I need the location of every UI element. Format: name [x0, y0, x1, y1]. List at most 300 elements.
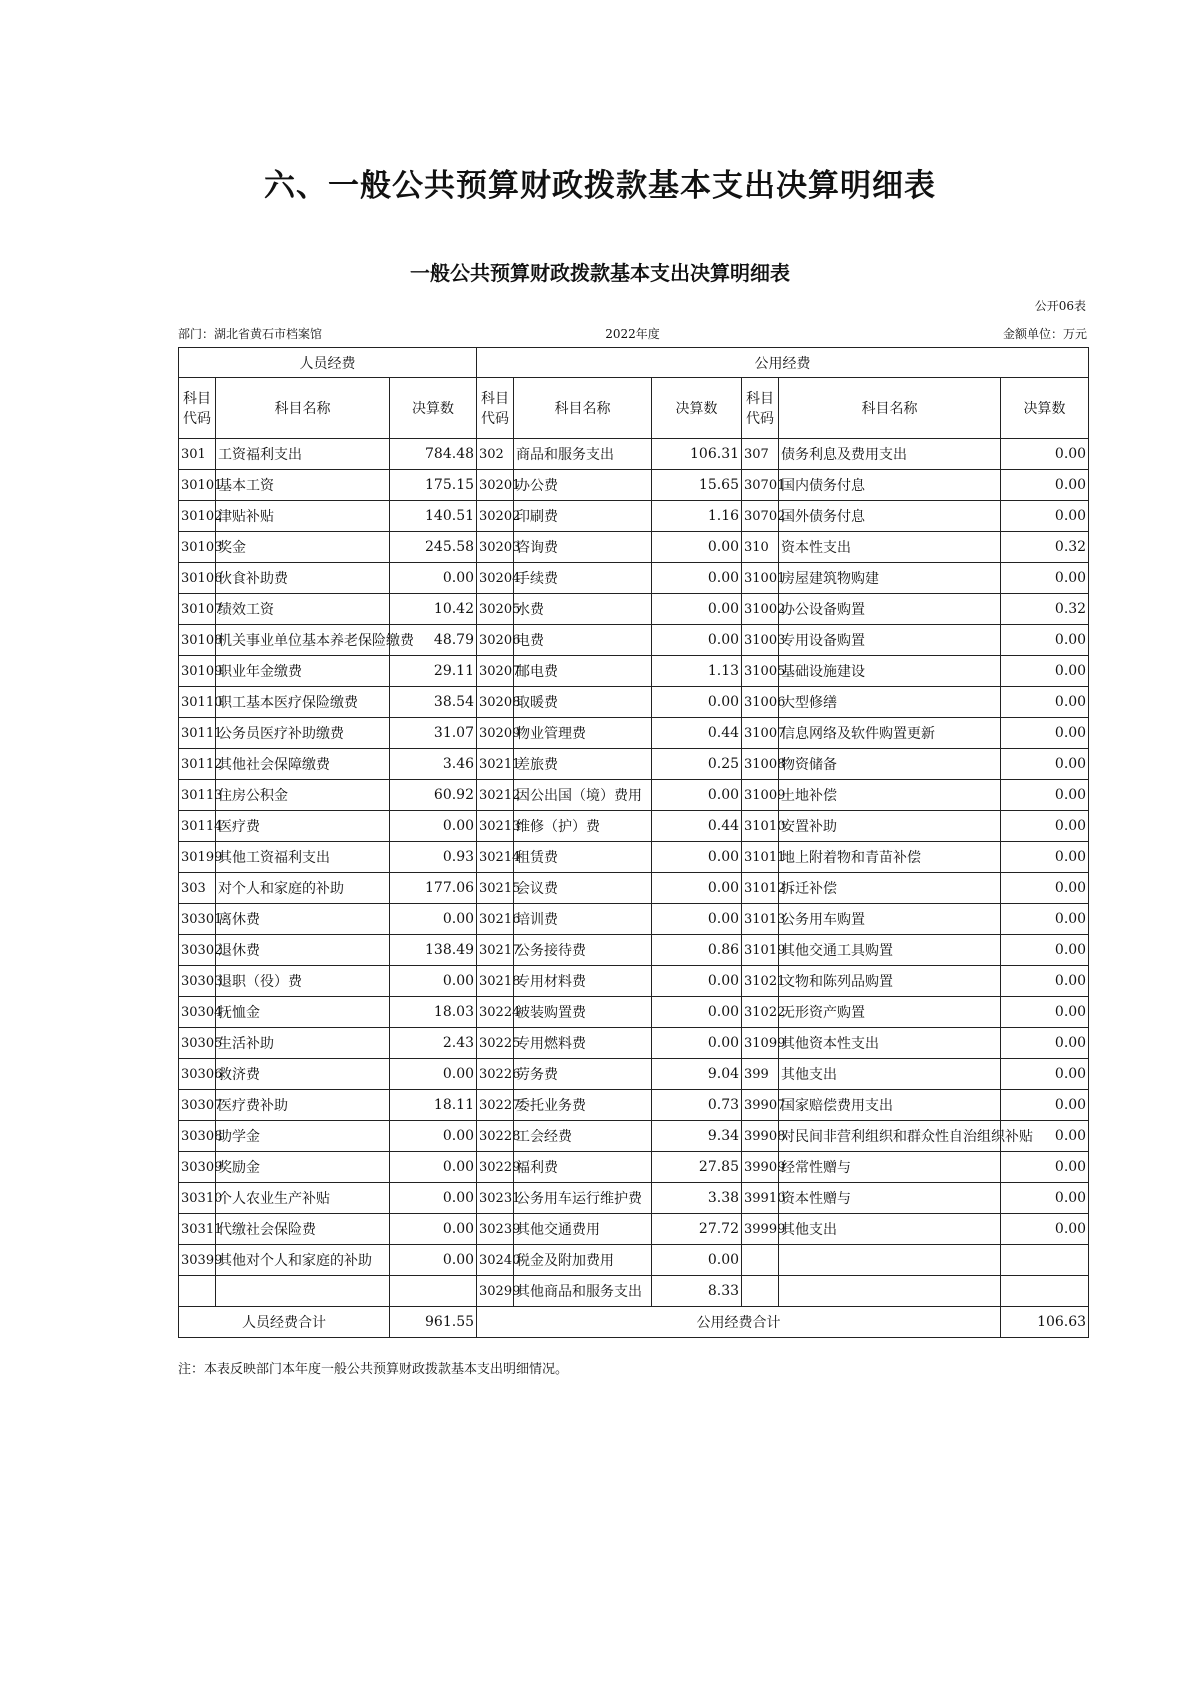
capital-amount-cell: 0.00: [1001, 997, 1089, 1028]
table-row: [179, 687, 1089, 718]
personnel-amount-cell: [390, 1276, 477, 1307]
personnel-code-cell: [179, 1276, 216, 1307]
capital-amount-cell: 0.00: [1001, 1214, 1089, 1245]
table-row: [179, 532, 1089, 563]
capital-name-cell: 办公设备购置: [779, 594, 1001, 625]
capital-amount-cell: 0.32: [1001, 532, 1089, 563]
personnel-amount-cell: 0.00: [390, 904, 477, 935]
personnel-name-cell: 对个人和家庭的补助: [216, 873, 390, 904]
goods-amount-cell: 106.31: [652, 439, 742, 470]
personnel-amount-cell: 175.15: [390, 470, 477, 501]
personnel-amount-cell: 10.42: [390, 594, 477, 625]
personnel-code-cell: 30114: [179, 811, 216, 842]
personnel-name-cell: 伙食补助费: [216, 563, 390, 594]
goods-amount-cell: 1.16: [652, 501, 742, 532]
personnel-amount-cell: 60.92: [390, 780, 477, 811]
table-row: [179, 718, 1089, 749]
year-label: 2022年度: [605, 327, 660, 341]
goods-code-cell: 30214: [477, 842, 514, 873]
capital-code-cell: 31012: [742, 873, 779, 904]
header-personnel: 人员经费: [179, 348, 477, 378]
personnel-amount-cell: 18.03: [390, 997, 477, 1028]
goods-code-cell: 30216: [477, 904, 514, 935]
table-row: [179, 1059, 1089, 1090]
personnel-code-cell: 30103: [179, 532, 216, 563]
capital-amount-cell: 0.00: [1001, 687, 1089, 718]
personnel-code-cell: 303: [179, 873, 216, 904]
personnel-amount-cell: 0.00: [390, 563, 477, 594]
personnel-amount-cell: 177.06: [390, 873, 477, 904]
capital-code-cell: 310: [742, 532, 779, 563]
capital-amount-cell: 0.00: [1001, 470, 1089, 501]
public-total-value: 106.63: [1001, 1307, 1089, 1338]
goods-code-cell: 30226: [477, 1059, 514, 1090]
goods-amount-cell: 0.00: [652, 687, 742, 718]
capital-amount-cell: 0.00: [1001, 501, 1089, 532]
capital-code-cell: 31013: [742, 904, 779, 935]
capital-code-cell: 31009: [742, 780, 779, 811]
personnel-amount-cell: 18.11: [390, 1090, 477, 1121]
capital-name-cell: 资本性支出: [779, 532, 1001, 563]
personnel-name-cell: 工资福利支出: [216, 439, 390, 470]
capital-name-cell: 安置补助: [779, 811, 1001, 842]
goods-name-cell: 物业管理费: [514, 718, 652, 749]
capital-name-cell: 资本性赠与: [779, 1183, 1001, 1214]
capital-name-cell: 国内债务付息: [779, 470, 1001, 501]
goods-code-cell: 30209: [477, 718, 514, 749]
capital-code-cell: [742, 1245, 779, 1276]
personnel-amount-cell: 245.58: [390, 532, 477, 563]
personnel-amount-cell: 0.00: [390, 1059, 477, 1090]
header-amount: 决算数: [652, 378, 742, 439]
table-row: [179, 1276, 1089, 1307]
personnel-name-cell: 抚恤金: [216, 997, 390, 1028]
header-row-columns: [179, 378, 1089, 439]
header-name: 科目名称: [216, 378, 390, 439]
capital-amount-cell: [1001, 1276, 1089, 1307]
capital-amount-cell: 0.32: [1001, 594, 1089, 625]
personnel-amount-cell: 48.79: [390, 625, 477, 656]
department-label: 部门：湖北省黄石市档案馆: [178, 327, 323, 341]
capital-code-cell: 31008: [742, 749, 779, 780]
goods-name-cell: 专用材料费: [514, 966, 652, 997]
personnel-name-cell: 住房公积金: [216, 780, 390, 811]
personnel-code-cell: 30106: [179, 563, 216, 594]
personnel-code-cell: 30109: [179, 656, 216, 687]
personnel-name-cell: 医疗费: [216, 811, 390, 842]
capital-code-cell: 31003: [742, 625, 779, 656]
table-row: [179, 563, 1089, 594]
personnel-code-cell: 30310: [179, 1183, 216, 1214]
goods-code-cell: 30218: [477, 966, 514, 997]
goods-amount-cell: 0.86: [652, 935, 742, 966]
goods-amount-cell: 0.00: [652, 873, 742, 904]
header-amount: 决算数: [390, 378, 477, 439]
table-row: [179, 811, 1089, 842]
goods-amount-cell: 9.34: [652, 1121, 742, 1152]
goods-amount-cell: 0.73: [652, 1090, 742, 1121]
capital-code-cell: 39908: [742, 1121, 779, 1152]
unit-label: 金额单位：万元: [1002, 327, 1087, 341]
header-row-groups: [179, 348, 1089, 378]
goods-code-cell: 30202: [477, 501, 514, 532]
capital-name-cell: 房屋建筑物购建: [779, 563, 1001, 594]
capital-code-cell: 31010: [742, 811, 779, 842]
personnel-amount-cell: 0.00: [390, 1214, 477, 1245]
personnel-name-cell: 机关事业单位基本养老保险缴费: [216, 625, 390, 656]
table-row: [179, 1028, 1089, 1059]
personnel-name-cell: 代缴社会保险费: [216, 1214, 390, 1245]
capital-code-cell: 39909: [742, 1152, 779, 1183]
table-row: [179, 1245, 1089, 1276]
goods-name-cell: 商品和服务支出: [514, 439, 652, 470]
goods-code-cell: 30211: [477, 749, 514, 780]
capital-code-cell: 31019: [742, 935, 779, 966]
capital-name-cell: 基础设施建设: [779, 656, 1001, 687]
capital-amount-cell: 0.00: [1001, 656, 1089, 687]
personnel-amount-cell: 140.51: [390, 501, 477, 532]
personnel-name-cell: 公务员医疗补助缴费: [216, 718, 390, 749]
capital-code-cell: 31021: [742, 966, 779, 997]
personnel-amount-cell: 0.00: [390, 1183, 477, 1214]
table-row: [179, 1090, 1089, 1121]
goods-name-cell: 税金及附加费用: [514, 1245, 652, 1276]
goods-name-cell: 专用燃料费: [514, 1028, 652, 1059]
personnel-code-cell: 30112: [179, 749, 216, 780]
capital-name-cell: [779, 1276, 1001, 1307]
goods-amount-cell: 9.04: [652, 1059, 742, 1090]
goods-code-cell: 30205: [477, 594, 514, 625]
personnel-name-cell: 医疗费补助: [216, 1090, 390, 1121]
capital-name-cell: 债务利息及费用支出: [779, 439, 1001, 470]
personnel-code-cell: 30111: [179, 718, 216, 749]
table-row: [179, 1214, 1089, 1245]
header-code: 科目代码: [477, 378, 514, 439]
personnel-name-cell: 奖励金: [216, 1152, 390, 1183]
capital-name-cell: 物资储备: [779, 749, 1001, 780]
personnel-name-cell: 职工基本医疗保险缴费: [216, 687, 390, 718]
capital-name-cell: 大型修缮: [779, 687, 1001, 718]
goods-name-cell: 差旅费: [514, 749, 652, 780]
header-amount: 决算数: [1001, 378, 1089, 439]
goods-code-cell: 30208: [477, 687, 514, 718]
goods-amount-cell: 0.44: [652, 811, 742, 842]
capital-name-cell: 拆迁补偿: [779, 873, 1001, 904]
header-code: 科目代码: [179, 378, 216, 439]
goods-code-cell: 30229: [477, 1152, 514, 1183]
table-row: [179, 966, 1089, 997]
header-name: 科目名称: [779, 378, 1001, 439]
capital-code-cell: 31005: [742, 656, 779, 687]
personnel-code-cell: 30307: [179, 1090, 216, 1121]
table-row: [179, 501, 1089, 532]
capital-name-cell: 经常性赠与: [779, 1152, 1001, 1183]
capital-code-cell: 31002: [742, 594, 779, 625]
capital-code-cell: 31001: [742, 563, 779, 594]
personnel-name-cell: 津贴补贴: [216, 501, 390, 532]
personnel-amount-cell: 0.93: [390, 842, 477, 873]
personnel-code-cell: 30107: [179, 594, 216, 625]
capital-code-cell: [742, 1276, 779, 1307]
goods-code-cell: 30207: [477, 656, 514, 687]
page-title: 六、一般公共预算财政拨款基本支出决算明细表: [264, 168, 936, 204]
personnel-code-cell: 30309: [179, 1152, 216, 1183]
personnel-code-cell: 30113: [179, 780, 216, 811]
goods-amount-cell: 0.00: [652, 997, 742, 1028]
capital-code-cell: 31007: [742, 718, 779, 749]
capital-amount-cell: 0.00: [1001, 842, 1089, 873]
personnel-name-cell: 离休费: [216, 904, 390, 935]
personnel-name-cell: [216, 1276, 390, 1307]
capital-name-cell: 其他资本性支出: [779, 1028, 1001, 1059]
goods-name-cell: 委托业务费: [514, 1090, 652, 1121]
personnel-amount-cell: 0.00: [390, 1152, 477, 1183]
personnel-amount-cell: 0.00: [390, 966, 477, 997]
personnel-name-cell: 其他对个人和家庭的补助: [216, 1245, 390, 1276]
goods-name-cell: 劳务费: [514, 1059, 652, 1090]
personnel-amount-cell: 38.54: [390, 687, 477, 718]
personnel-code-cell: 30304: [179, 997, 216, 1028]
personnel-name-cell: 其他社会保障缴费: [216, 749, 390, 780]
personnel-name-cell: 个人农业生产补贴: [216, 1183, 390, 1214]
table-row: [179, 1121, 1089, 1152]
personnel-amount-cell: 138.49: [390, 935, 477, 966]
personnel-code-cell: 30306: [179, 1059, 216, 1090]
goods-code-cell: 30240: [477, 1245, 514, 1276]
goods-amount-cell: 0.00: [652, 780, 742, 811]
capital-name-cell: 地上附着物和青苗补偿: [779, 842, 1001, 873]
expenditure-table: [178, 347, 1089, 1338]
goods-code-cell: 30212: [477, 780, 514, 811]
personnel-name-cell: 职业年金缴费: [216, 656, 390, 687]
personnel-code-cell: 30305: [179, 1028, 216, 1059]
personnel-code-cell: 30110: [179, 687, 216, 718]
goods-amount-cell: 0.00: [652, 904, 742, 935]
table-row: [179, 625, 1089, 656]
meta-row: [178, 325, 1087, 341]
goods-code-cell: 30239: [477, 1214, 514, 1245]
capital-amount-cell: 0.00: [1001, 811, 1089, 842]
goods-code-cell: 30231: [477, 1183, 514, 1214]
goods-name-cell: 取暖费: [514, 687, 652, 718]
goods-amount-cell: 8.33: [652, 1276, 742, 1307]
personnel-name-cell: 生活补助: [216, 1028, 390, 1059]
header-code: 科目代码: [742, 378, 779, 439]
goods-name-cell: 其他交通费用: [514, 1214, 652, 1245]
goods-amount-cell: 0.44: [652, 718, 742, 749]
table-row: [179, 656, 1089, 687]
capital-amount-cell: 0.00: [1001, 625, 1089, 656]
goods-code-cell: 30217: [477, 935, 514, 966]
goods-name-cell: 租赁费: [514, 842, 652, 873]
goods-name-cell: 因公出国（境）费用: [514, 780, 652, 811]
goods-amount-cell: 0.00: [652, 1245, 742, 1276]
personnel-amount-cell: 31.07: [390, 718, 477, 749]
personnel-amount-cell: 0.00: [390, 1245, 477, 1276]
goods-amount-cell: 1.13: [652, 656, 742, 687]
personnel-name-cell: 其他工资福利支出: [216, 842, 390, 873]
capital-name-cell: [779, 1245, 1001, 1276]
table-title: 一般公共预算财政拨款基本支出决算明细表: [410, 261, 790, 285]
goods-amount-cell: 0.00: [652, 532, 742, 563]
goods-name-cell: 被装购置费: [514, 997, 652, 1028]
capital-code-cell: 31022: [742, 997, 779, 1028]
goods-name-cell: 公务接待费: [514, 935, 652, 966]
personnel-total-label: 人员经费合计: [179, 1307, 390, 1338]
goods-name-cell: 办公费: [514, 470, 652, 501]
goods-amount-cell: 0.00: [652, 563, 742, 594]
capital-amount-cell: 0.00: [1001, 966, 1089, 997]
goods-amount-cell: 15.65: [652, 470, 742, 501]
personnel-code-cell: 301: [179, 439, 216, 470]
personnel-name-cell: 退休费: [216, 935, 390, 966]
capital-name-cell: 无形资产购置: [779, 997, 1001, 1028]
goods-name-cell: 其他商品和服务支出: [514, 1276, 652, 1307]
capital-amount-cell: 0.00: [1001, 1059, 1089, 1090]
capital-code-cell: 39910: [742, 1183, 779, 1214]
goods-code-cell: 30225: [477, 1028, 514, 1059]
goods-code-cell: 30201: [477, 470, 514, 501]
capital-amount-cell: 0.00: [1001, 718, 1089, 749]
personnel-code-cell: 30199: [179, 842, 216, 873]
goods-code-cell: 30228: [477, 1121, 514, 1152]
capital-name-cell: 对民间非营利组织和群众性自治组织补贴: [779, 1121, 1001, 1152]
capital-name-cell: 其他交通工具购置: [779, 935, 1001, 966]
table-row: [179, 749, 1089, 780]
goods-name-cell: 工会经费: [514, 1121, 652, 1152]
table-row: [179, 470, 1089, 501]
table-row: [179, 873, 1089, 904]
personnel-amount-cell: 2.43: [390, 1028, 477, 1059]
goods-name-cell: 培训费: [514, 904, 652, 935]
goods-code-cell: 30227: [477, 1090, 514, 1121]
capital-name-cell: 国家赔偿费用支出: [779, 1090, 1001, 1121]
goods-amount-cell: 27.72: [652, 1214, 742, 1245]
table-body: [179, 439, 1089, 1307]
personnel-name-cell: 奖金: [216, 532, 390, 563]
capital-code-cell: 39999: [742, 1214, 779, 1245]
goods-amount-cell: 0.00: [652, 1028, 742, 1059]
table-note: 注：本表反映部门本年度一般公共预算财政拨款基本支出明细情况。: [178, 1362, 569, 1377]
public-total-label: 公用经费合计: [477, 1307, 1001, 1338]
personnel-code-cell: 30303: [179, 966, 216, 997]
form-code: 公开06表: [1034, 299, 1086, 313]
table-row: [179, 842, 1089, 873]
personnel-amount-cell: 3.46: [390, 749, 477, 780]
capital-amount-cell: 0.00: [1001, 1028, 1089, 1059]
totals-row: [179, 1307, 1089, 1338]
capital-amount-cell: 0.00: [1001, 935, 1089, 966]
personnel-amount-cell: 0.00: [390, 811, 477, 842]
goods-code-cell: 30204: [477, 563, 514, 594]
personnel-name-cell: 救济费: [216, 1059, 390, 1090]
capital-name-cell: 公务用车购置: [779, 904, 1001, 935]
table-row: [179, 439, 1089, 470]
goods-name-cell: 邮电费: [514, 656, 652, 687]
capital-amount-cell: 0.00: [1001, 873, 1089, 904]
capital-amount-cell: 0.00: [1001, 1121, 1089, 1152]
goods-amount-cell: 0.00: [652, 842, 742, 873]
capital-code-cell: 31099: [742, 1028, 779, 1059]
capital-amount-cell: 0.00: [1001, 780, 1089, 811]
table-row: [179, 594, 1089, 625]
goods-amount-cell: 0.25: [652, 749, 742, 780]
goods-amount-cell: 27.85: [652, 1152, 742, 1183]
capital-code-cell: 307: [742, 439, 779, 470]
goods-name-cell: 电费: [514, 625, 652, 656]
table-row: [179, 1152, 1089, 1183]
header-public: 公用经费: [477, 348, 1089, 378]
goods-code-cell: 30299: [477, 1276, 514, 1307]
goods-name-cell: 福利费: [514, 1152, 652, 1183]
goods-code-cell: 30215: [477, 873, 514, 904]
personnel-amount-cell: 0.00: [390, 1121, 477, 1152]
capital-name-cell: 土地补偿: [779, 780, 1001, 811]
goods-name-cell: 水费: [514, 594, 652, 625]
goods-code-cell: 30224: [477, 997, 514, 1028]
personnel-code-cell: 30101: [179, 470, 216, 501]
personnel-code-cell: 30302: [179, 935, 216, 966]
capital-amount-cell: 0.00: [1001, 1152, 1089, 1183]
capital-code-cell: 31011: [742, 842, 779, 873]
capital-code-cell: 39907: [742, 1090, 779, 1121]
goods-amount-cell: 0.00: [652, 594, 742, 625]
personnel-name-cell: 助学金: [216, 1121, 390, 1152]
personnel-code-cell: 30108: [179, 625, 216, 656]
personnel-code-cell: 30308: [179, 1121, 216, 1152]
personnel-name-cell: 绩效工资: [216, 594, 390, 625]
header-name: 科目名称: [514, 378, 652, 439]
capital-name-cell: 国外债务付息: [779, 501, 1001, 532]
goods-amount-cell: 0.00: [652, 625, 742, 656]
goods-amount-cell: 0.00: [652, 966, 742, 997]
goods-code-cell: 30206: [477, 625, 514, 656]
capital-name-cell: 其他支出: [779, 1059, 1001, 1090]
goods-name-cell: 公务用车运行维护费: [514, 1183, 652, 1214]
capital-amount-cell: 0.00: [1001, 749, 1089, 780]
capital-code-cell: 31006: [742, 687, 779, 718]
personnel-code-cell: 30311: [179, 1214, 216, 1245]
capital-code-cell: 30701: [742, 470, 779, 501]
capital-amount-cell: 0.00: [1001, 439, 1089, 470]
goods-name-cell: 手续费: [514, 563, 652, 594]
capital-amount-cell: 0.00: [1001, 563, 1089, 594]
personnel-name-cell: 基本工资: [216, 470, 390, 501]
goods-name-cell: 会议费: [514, 873, 652, 904]
table-row: [179, 904, 1089, 935]
personnel-total-value: 961.55: [390, 1307, 477, 1338]
goods-amount-cell: 3.38: [652, 1183, 742, 1214]
personnel-amount-cell: 784.48: [390, 439, 477, 470]
goods-name-cell: 维修（护）费: [514, 811, 652, 842]
capital-amount-cell: [1001, 1245, 1089, 1276]
capital-name-cell: 其他支出: [779, 1214, 1001, 1245]
table-row: [179, 1183, 1089, 1214]
goods-code-cell: 30203: [477, 532, 514, 563]
goods-code-cell: 302: [477, 439, 514, 470]
capital-code-cell: 399: [742, 1059, 779, 1090]
capital-amount-cell: 0.00: [1001, 1090, 1089, 1121]
personnel-amount-cell: 29.11: [390, 656, 477, 687]
personnel-name-cell: 退职（役）费: [216, 966, 390, 997]
capital-name-cell: 信息网络及软件购置更新: [779, 718, 1001, 749]
personnel-code-cell: 30399: [179, 1245, 216, 1276]
capital-name-cell: 专用设备购置: [779, 625, 1001, 656]
personnel-code-cell: 30301: [179, 904, 216, 935]
table-row: [179, 997, 1089, 1028]
personnel-code-cell: 30102: [179, 501, 216, 532]
table-row: [179, 780, 1089, 811]
